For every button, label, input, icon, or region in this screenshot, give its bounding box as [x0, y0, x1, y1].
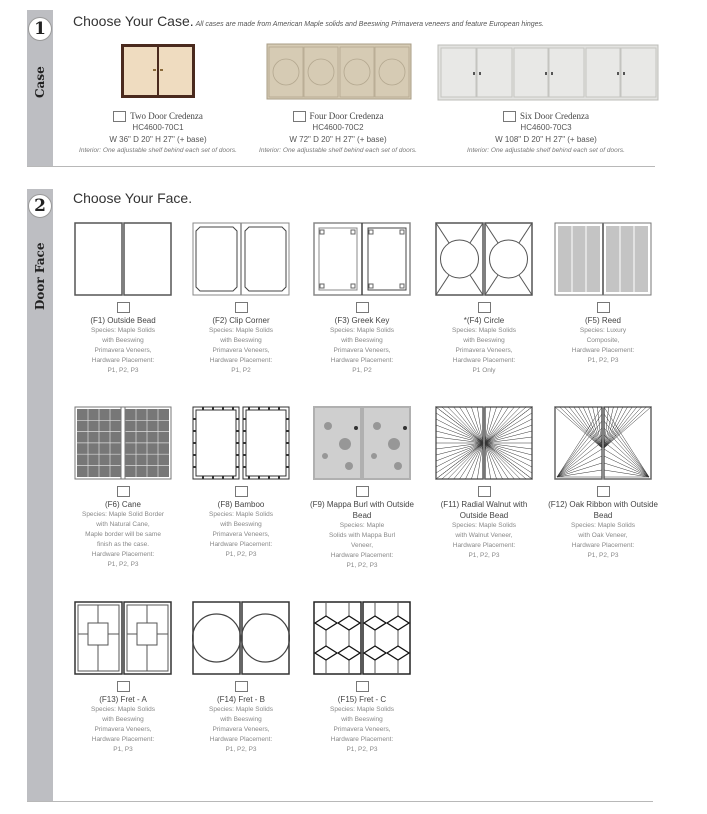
case-dimensions: W 108" D 20" H 27" (+ base) — [495, 135, 597, 145]
door-face-illustration — [74, 222, 172, 296]
description-line: Species: Maple Solids — [330, 327, 394, 334]
door-face-checkbox[interactable] — [356, 302, 369, 313]
case-option-four-door[interactable] — [238, 111, 438, 156]
door-face-name: (F6) Cane — [104, 500, 141, 509]
door-face-description — [68, 705, 178, 755]
description-line: Hardware Placement: — [452, 542, 516, 549]
case-interior: Interior: One adjustable shelf behind each set of doors. — [467, 147, 625, 155]
section2-number: 2 — [28, 194, 52, 218]
description-line: P1, P3 — [113, 746, 133, 753]
description-line: P1, P2, P3 — [107, 561, 139, 568]
door-face-option[interactable] — [429, 222, 539, 376]
description-line: Hardware Placement: — [91, 357, 155, 364]
description-line: Species: Maple Solids — [209, 706, 273, 713]
description-line: with Beeswing — [102, 337, 144, 344]
description-line: P1 Only — [472, 367, 496, 374]
description-line: with Natural Cane, — [96, 521, 150, 528]
door-face-illustration — [74, 406, 172, 480]
door-face-description — [68, 510, 178, 570]
door-face-checkbox[interactable] — [117, 486, 130, 497]
door-face-name: (F2) Clip Corner — [212, 316, 270, 325]
description-line: Primavera Veneers, — [94, 347, 152, 354]
door-face-name: *(F4) Circle — [463, 316, 505, 325]
section1-heading: Choose Your Case. — [73, 13, 194, 29]
description-line: Species: Luxury — [579, 327, 627, 334]
description-line: P1, P2, P3 — [225, 551, 257, 558]
description-line: with Beeswing — [220, 337, 262, 344]
description-line: Species: Maple Solid Border — [81, 511, 164, 518]
case-dimensions: W 36" D 20" H 27" (+ base) — [109, 135, 207, 145]
door-face-option[interactable] — [186, 222, 296, 376]
four-door-credenza-image — [266, 43, 412, 101]
door-face-checkbox[interactable] — [235, 681, 248, 692]
case-dimensions: W 72" D 20" H 27" (+ base) — [289, 135, 387, 145]
description-line: P1, P2, P3 — [468, 552, 500, 559]
door-face-description — [429, 521, 539, 561]
door-face-description — [548, 521, 658, 561]
door-face-illustration — [74, 601, 172, 675]
four-door-checkbox[interactable] — [293, 111, 306, 122]
description-line: with Beeswing — [102, 716, 144, 723]
case-code: HC4600-70C3 — [520, 123, 572, 133]
two-door-credenza-image — [120, 43, 196, 101]
description-line: Hardware Placement: — [91, 551, 155, 558]
door-face-checkbox[interactable] — [356, 486, 369, 497]
case-name: Six Door Credenza — [520, 111, 589, 121]
description-line: Species: Maple — [339, 522, 385, 529]
description-line: P1, P2 — [231, 367, 251, 374]
door-face-description — [68, 326, 178, 376]
case-code: HC4600-70C1 — [132, 123, 184, 133]
door-face-checkbox[interactable] — [117, 681, 130, 692]
case-name: Four Door Credenza — [309, 111, 384, 121]
description-line: Maple border will be same — [85, 531, 161, 538]
door-face-option[interactable] — [68, 406, 178, 570]
door-face-option[interactable] — [429, 406, 539, 561]
description-line: Hardware Placement: — [452, 357, 516, 364]
door-face-illustration — [192, 601, 290, 675]
door-face-description — [186, 326, 296, 376]
door-face-description — [307, 705, 417, 755]
door-face-description — [307, 326, 417, 376]
description-line: P1, P2, P3 — [346, 746, 378, 753]
description-line: with Beeswing — [341, 337, 383, 344]
door-face-illustration — [435, 222, 533, 296]
case-interior: Interior: One adjustable shelf behind each set of doors. — [259, 147, 417, 155]
door-face-checkbox[interactable] — [356, 681, 369, 692]
door-face-option[interactable] — [548, 222, 658, 366]
door-face-illustration — [192, 406, 290, 480]
description-line: P1, P2, P3 — [587, 357, 619, 364]
description-line: Primavera Veneers, — [455, 347, 513, 354]
description-line: Primavera Veneers, — [212, 531, 270, 538]
description-line: Primavera Veneers, — [212, 726, 270, 733]
door-face-checkbox[interactable] — [597, 302, 610, 313]
two-door-checkbox[interactable] — [113, 111, 126, 122]
door-face-option[interactable] — [307, 601, 417, 755]
door-face-name: (F5) Reed — [584, 316, 621, 325]
description-line: Species: Maple Solids — [209, 327, 273, 334]
description-line: Hardware Placement: — [209, 736, 273, 743]
door-face-description — [186, 510, 296, 560]
description-line: Hardware Placement: — [571, 542, 635, 549]
description-line: Primavera Veneers, — [333, 726, 391, 733]
description-line: Solids with Mappa Burl — [328, 532, 396, 539]
section2-divider — [27, 801, 653, 802]
door-face-description — [186, 705, 296, 755]
case-name: Two Door Credenza — [130, 111, 203, 121]
description-line: Hardware Placement: — [209, 357, 273, 364]
description-line: with Oak Veneer, — [578, 532, 628, 539]
description-line: Species: Maple Solids — [91, 327, 155, 334]
door-face-description — [548, 326, 658, 366]
case-option-six-door[interactable] — [446, 111, 646, 156]
six-door-checkbox[interactable] — [503, 111, 516, 122]
description-line: P1, P2, P3 — [587, 552, 619, 559]
door-face-illustration — [192, 222, 290, 296]
description-line: P1, P2, P3 — [225, 746, 257, 753]
door-face-option[interactable] — [186, 601, 296, 755]
description-line: finish as the case. — [96, 541, 150, 548]
six-door-credenza-image — [437, 44, 659, 102]
description-line: P1, P2, P3 — [346, 562, 378, 569]
description-line: Species: Maple Solids — [209, 511, 273, 518]
case-option-two-door[interactable] — [58, 111, 258, 156]
case-interior: Interior: One adjustable shelf behind each set of doors. — [79, 147, 237, 155]
section1-side-label: Case — [33, 66, 47, 98]
description-line: Species: Maple Solids — [91, 706, 155, 713]
description-line: with Beeswing — [220, 716, 262, 723]
door-face-name: (F11) Radial Walnut with Outside Bead — [440, 500, 528, 520]
door-face-description — [429, 326, 539, 376]
door-face-illustration — [554, 406, 652, 480]
section1-divider — [27, 166, 655, 167]
description-line: Species: Maple Solids — [452, 327, 516, 334]
description-line: Hardware Placement: — [91, 736, 155, 743]
door-face-description — [307, 521, 417, 571]
door-face-option[interactable] — [186, 406, 296, 560]
door-face-name: (F14) Fret - B — [216, 695, 265, 704]
description-line: Hardware Placement: — [571, 347, 635, 354]
section2-side-label: Door Face — [33, 242, 47, 310]
door-face-option[interactable] — [307, 222, 417, 376]
door-face-name: (F8) Bamboo — [217, 500, 265, 509]
door-face-checkbox[interactable] — [117, 302, 130, 313]
section1-subtitle: All cases are made from American Maple solids and Beeswing Primavera veneers and feature European hinges. — [195, 21, 545, 28]
door-face-illustration — [435, 406, 533, 480]
door-face-checkbox[interactable] — [235, 486, 248, 497]
section1-title — [73, 13, 544, 29]
description-line: with Walnut Veneer, — [455, 532, 513, 539]
description-line: Species: Maple Solids — [330, 706, 394, 713]
door-face-name: (F12) Oak Ribbon with Outside Bead — [548, 500, 658, 520]
description-line: Hardware Placement: — [330, 357, 394, 364]
description-line: with Beeswing — [220, 521, 262, 528]
door-face-illustration — [313, 601, 411, 675]
description-line: Veneer, — [350, 542, 374, 549]
door-face-checkbox[interactable] — [478, 302, 491, 313]
door-face-option[interactable] — [68, 601, 178, 755]
description-line: Hardware Placement: — [330, 552, 394, 559]
door-face-checkbox[interactable] — [478, 486, 491, 497]
description-line: Primavera Veneers, — [212, 347, 270, 354]
door-face-illustration — [313, 222, 411, 296]
door-face-name: (F1) Outside Bead — [90, 316, 156, 325]
door-face-name: (F9) Mappa Burl with Outside Bead — [309, 500, 415, 520]
description-line: P1, P2 — [352, 367, 372, 374]
door-face-illustration — [554, 222, 652, 296]
description-line: Species: Maple Solids — [571, 522, 635, 529]
door-face-checkbox[interactable] — [235, 302, 248, 313]
door-face-option[interactable] — [548, 406, 658, 561]
door-face-option[interactable] — [68, 222, 178, 376]
door-face-option[interactable] — [307, 406, 417, 571]
door-face-illustration — [313, 406, 411, 480]
description-line: Primavera Veneers, — [94, 726, 152, 733]
description-line: P1, P2, P3 — [107, 367, 139, 374]
description-line: Hardware Placement: — [330, 736, 394, 743]
section1-number: 1 — [28, 17, 52, 41]
description-line: Hardware Placement: — [209, 541, 273, 548]
description-line: with Beeswing — [341, 716, 383, 723]
door-face-name: (F15) Fret - C — [337, 695, 387, 704]
description-line: Composite, — [586, 337, 620, 344]
description-line: with Beeswing — [463, 337, 505, 344]
case-code: HC4600-70C2 — [312, 123, 364, 133]
section2-title: Choose Your Face. — [73, 190, 193, 206]
door-face-name: (F3) Greek Key — [334, 316, 390, 325]
description-line: Primavera Veneers, — [333, 347, 391, 354]
door-face-checkbox[interactable] — [597, 486, 610, 497]
door-face-name: (F13) Fret - A — [99, 695, 147, 704]
description-line: Species: Maple Solids — [452, 522, 516, 529]
